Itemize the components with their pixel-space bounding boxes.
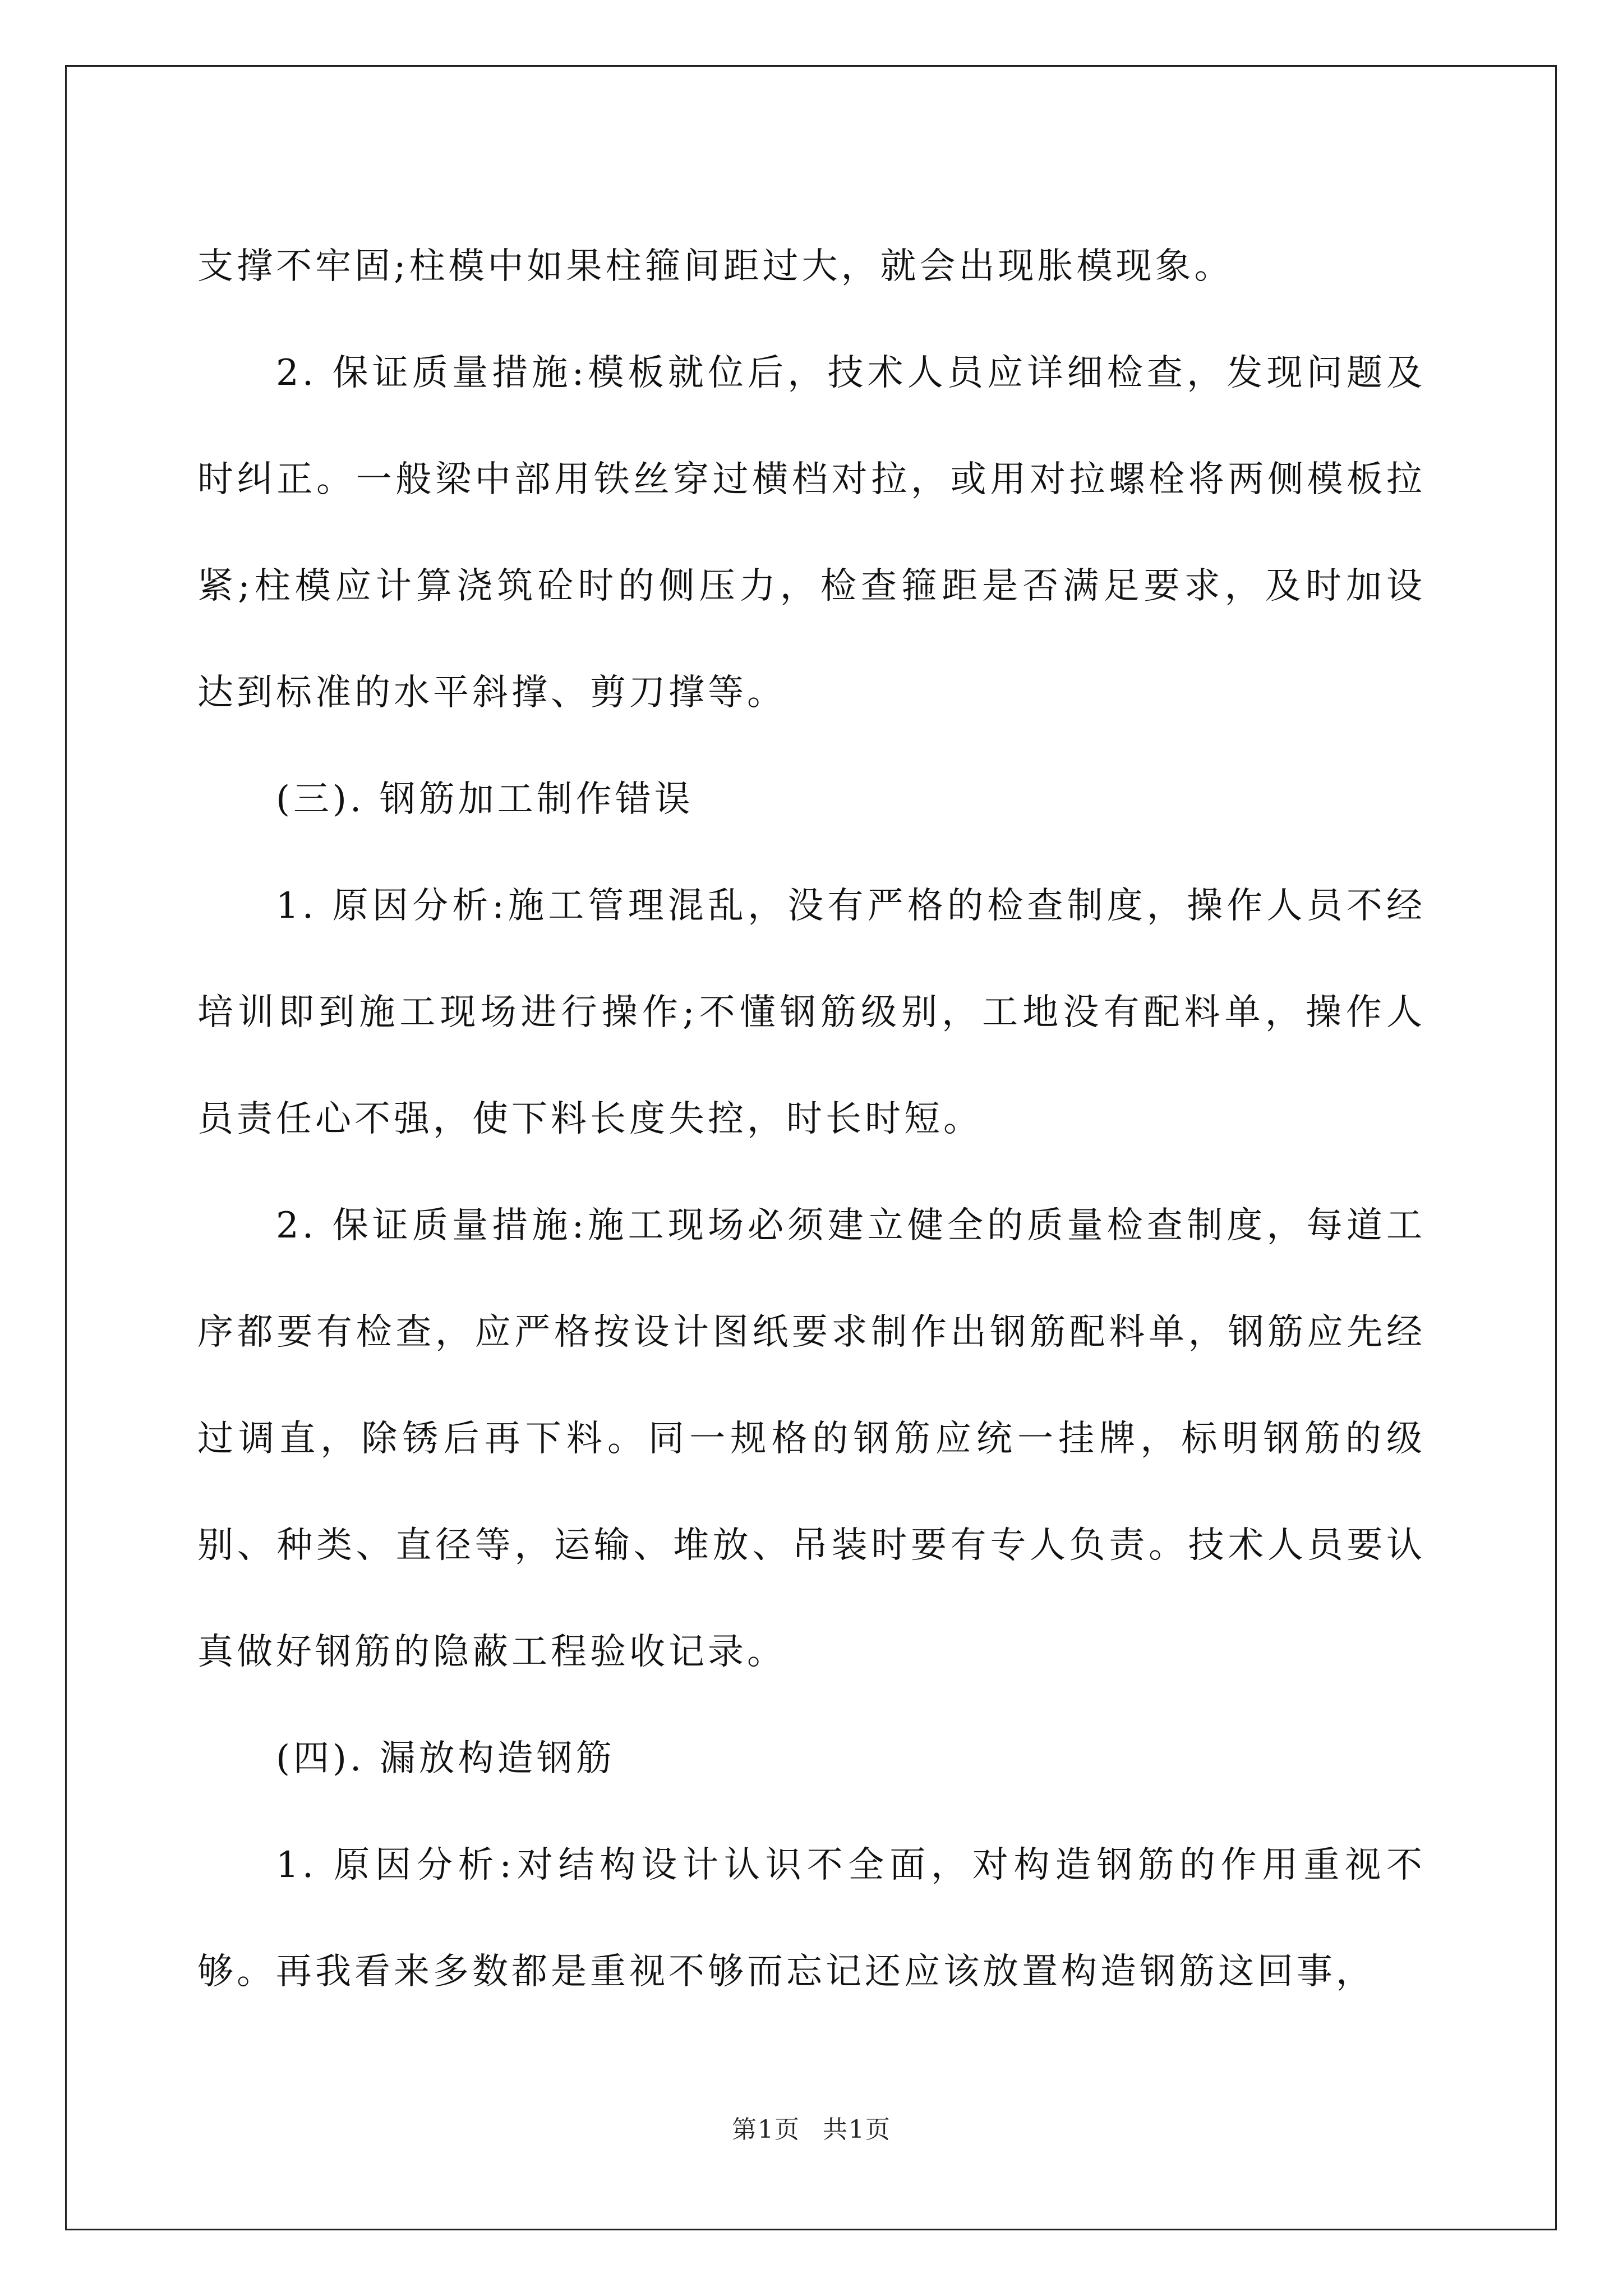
section-heading: (三). 钢筋加工制作错误: [276, 779, 694, 820]
page-footer: [0, 2109, 1623, 2145]
paragraph: 2. 保证质量措施:施工现场必须建立健全的质量检查制度，每道工序都要有检查，应严格按设计图纸要求制作出钢筋配料单，钢筋应先经过调直，除锈后再下料。同一规格的钢筋应统一挂牌，标明钢筋的级别、种类、直径等，运输、堆放、吊装时要有专人负责。技术人员要认真做好钢筋的隐蔽工程验收记录。: [197, 1205, 1426, 1673]
section-heading: (四). 漏放构造钢筋: [276, 1738, 615, 1779]
paragraph: 2. 保证质量措施:模板就位后，技术人员应详细检查，发现问题及时纠正。一般梁中部用铁丝穿过横档对拉，或用对拉螺栓将两侧模板拉紧;柱模应计算浇筑砼时的侧压力，检查箍距是否满足要求，及时加设达到标准的水平斜撑、剪刀撑等。: [197, 352, 1426, 714]
page-number-total: 共1页: [823, 2115, 891, 2144]
page-number-current: 第1页: [732, 2115, 800, 2144]
document-body: [197, 213, 1426, 2025]
paragraph: 1. 原因分析:对结构设计认识不全面，对构造钢筋的作用重视不够。再我看来多数都是重视不够而忘记还应该放置构造钢筋这回事，: [197, 1844, 1426, 1993]
paragraph: 1. 原因分析:施工管理混乱，没有严格的检查制度，操作人员不经培训即到施工现场进行操作;不懂钢筋级别，工地没有配料单，操作人员责任心不强，使下料长度失控，时长时短。: [197, 885, 1426, 1140]
paragraph: 支撑不牢固;柱模中如果柱箍间距过大，就会出现胀模现象。: [197, 246, 1234, 287]
